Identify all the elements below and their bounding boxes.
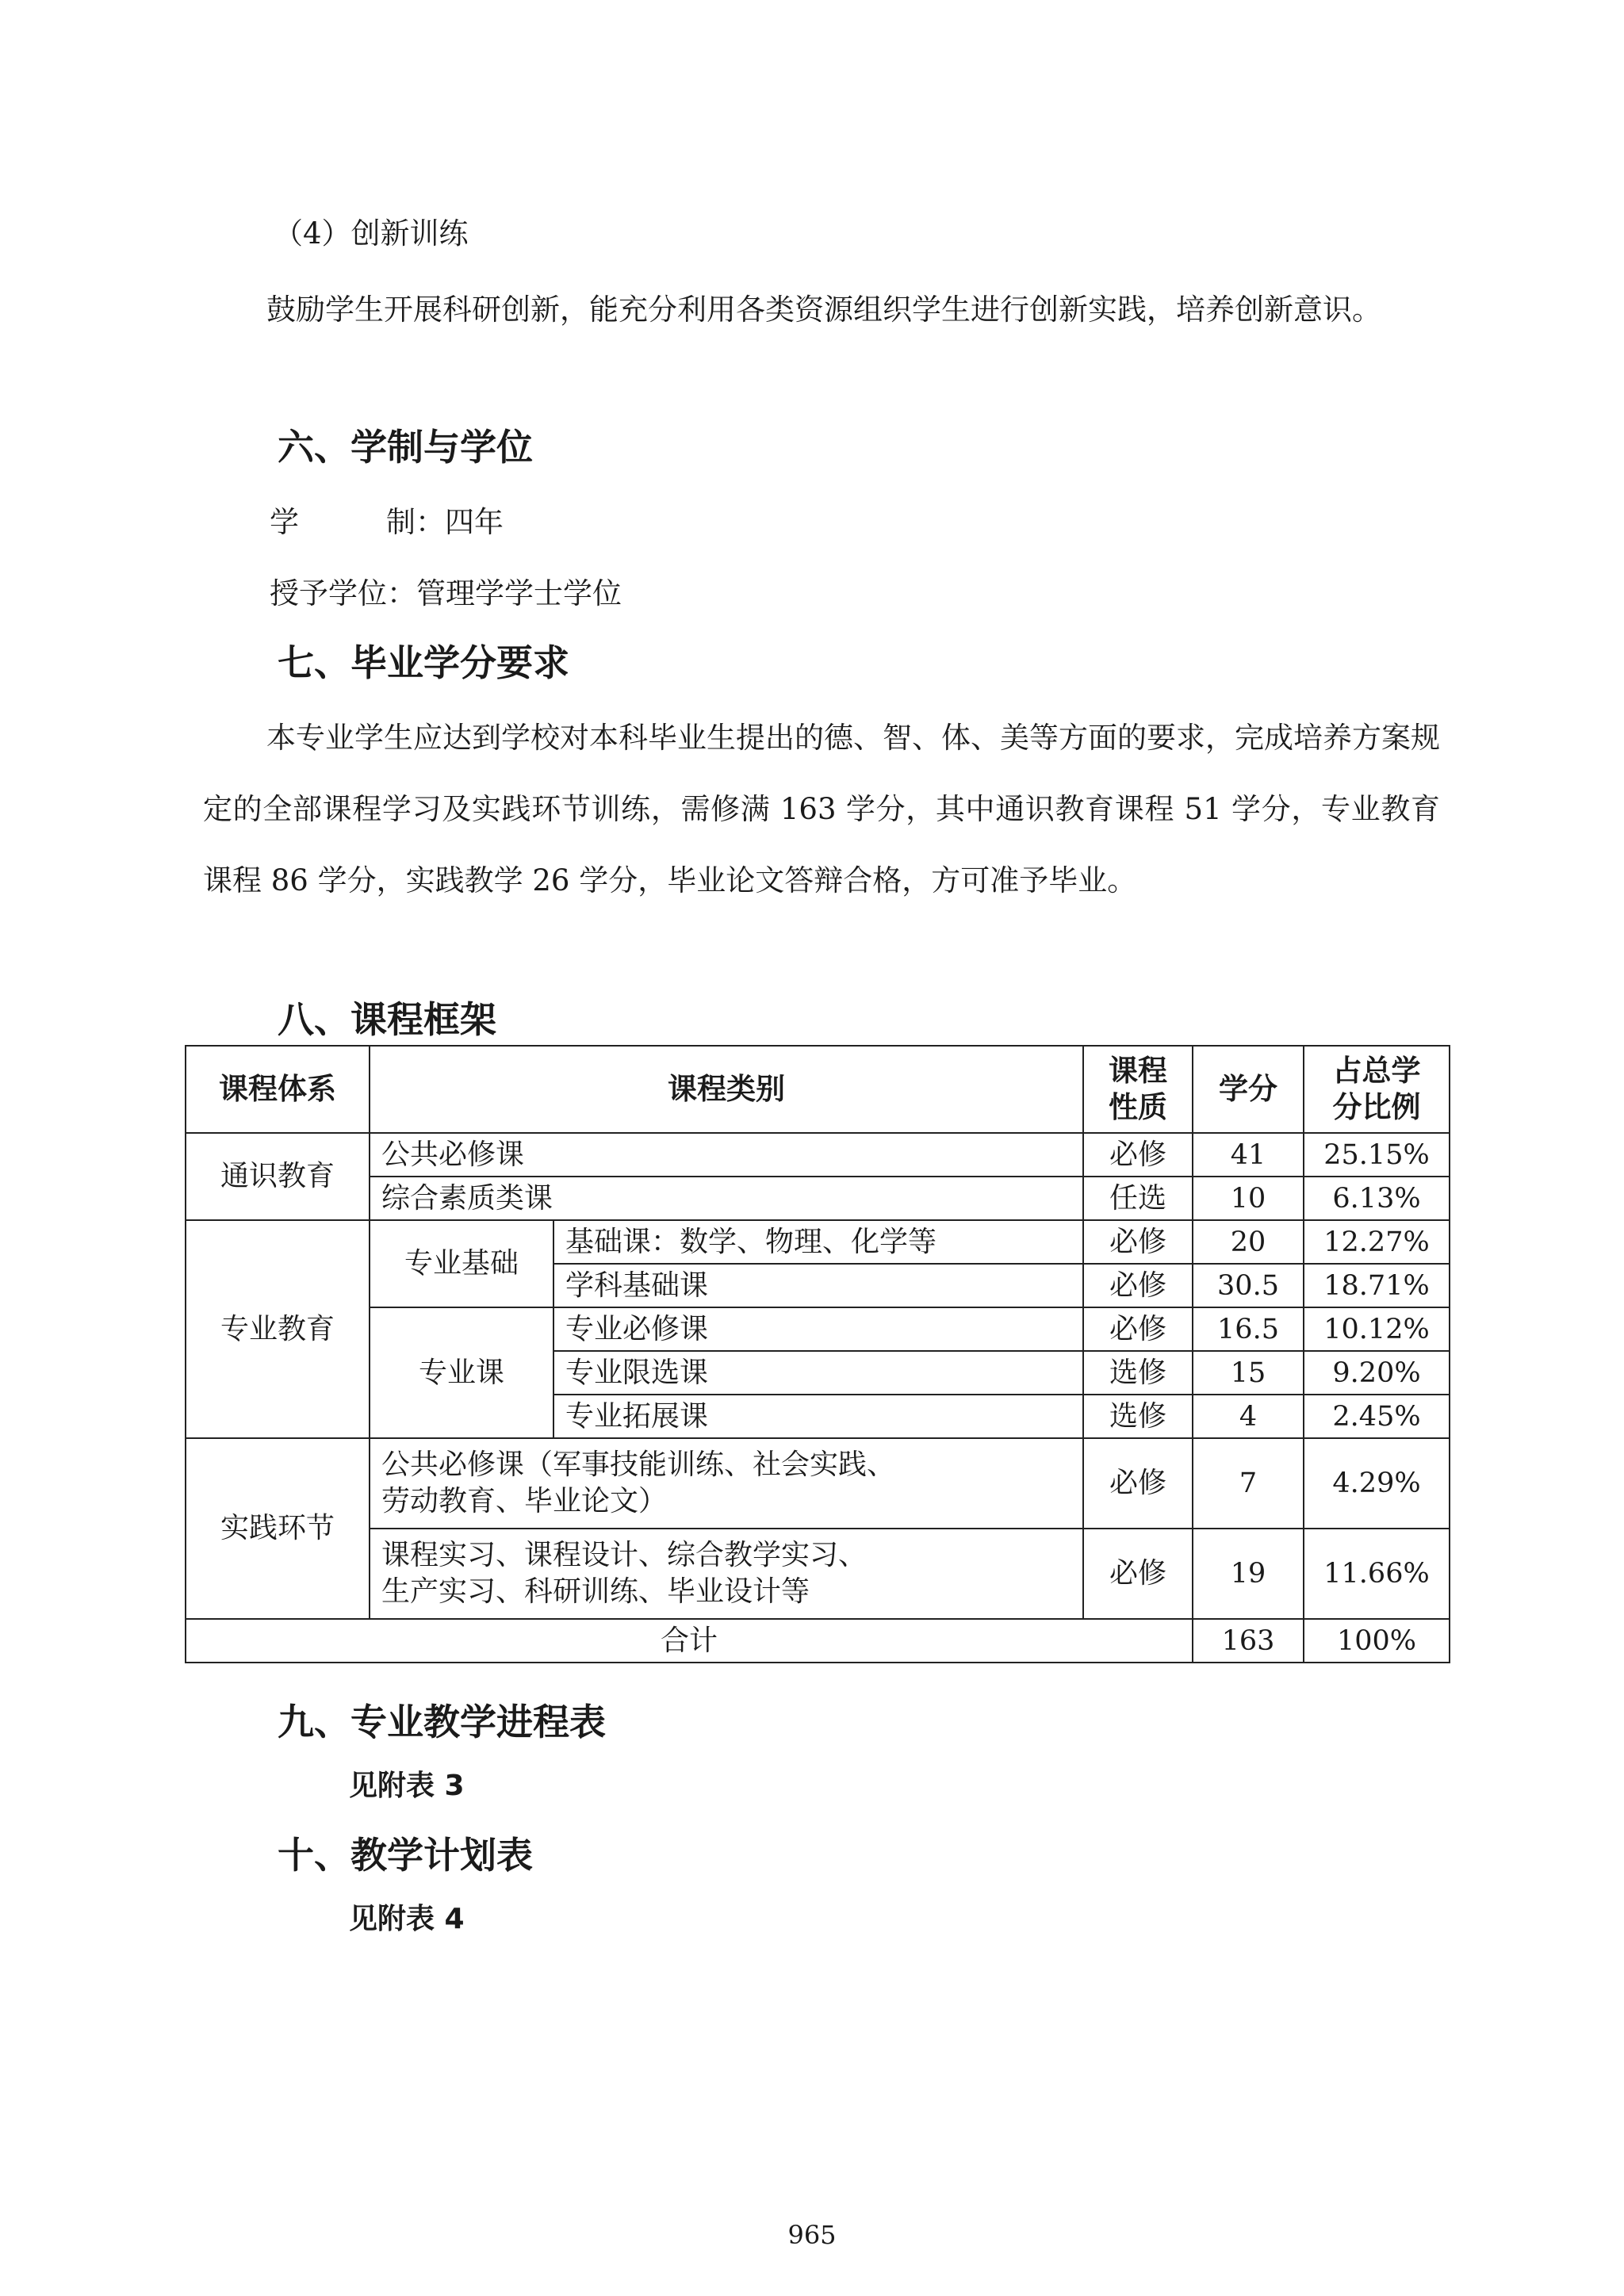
table-total-row	[186, 1619, 1450, 1663]
credits-cell: 20	[1193, 1220, 1304, 1264]
category-cell: 综合素质类课	[370, 1177, 1083, 1220]
nature-cell: 必修	[1083, 1529, 1193, 1619]
system-professional: 专业教育	[186, 1220, 370, 1438]
category-cell: 专业限选课	[553, 1351, 1083, 1395]
total-ratio: 100%	[1304, 1619, 1450, 1663]
duration-label-a: 学	[270, 505, 299, 539]
header-ratio: 占总学分比例	[1304, 1046, 1450, 1133]
system-practice: 实践环节	[186, 1438, 370, 1619]
section6-heading: 六、学制与学位	[278, 426, 533, 469]
credits-cell: 41	[1193, 1133, 1304, 1177]
category-line: 课程实习、课程设计、综合教学实习、	[381, 1539, 868, 1571]
duration-label-b: 制：四年	[386, 505, 504, 539]
page-number: 965	[787, 2220, 837, 2250]
ratio-cell: 6.13%	[1304, 1177, 1450, 1220]
category-cell: 基础课：数学、物理、化学等	[553, 1220, 1083, 1264]
duration-line	[270, 503, 504, 542]
table-row	[186, 1438, 1450, 1529]
header-system: 课程体系	[186, 1046, 370, 1133]
section10-reference: 见附表 4	[349, 1903, 465, 1935]
ratio-cell: 12.27%	[1304, 1220, 1450, 1264]
group-basic: 专业基础	[370, 1220, 553, 1307]
credits-cell: 4	[1193, 1395, 1304, 1438]
total-credits: 163	[1193, 1619, 1304, 1663]
category-line: 公共必修课（军事技能训练、社会实践、	[381, 1448, 896, 1481]
ratio-cell: 4.29%	[1304, 1438, 1450, 1529]
category-cell	[370, 1529, 1083, 1619]
ratio-cell: 2.45%	[1304, 1395, 1450, 1438]
category-cell: 专业拓展课	[553, 1395, 1083, 1438]
nature-cell: 任选	[1083, 1177, 1193, 1220]
table-header-row	[186, 1046, 1450, 1133]
innovation-paragraph: 鼓励学生开展科研创新，能充分利用各类资源组织学生进行创新实践，培养创新意识。	[266, 293, 1381, 327]
innovation-subtitle: （4）创新训练	[274, 216, 469, 251]
nature-cell: 选修	[1083, 1351, 1193, 1395]
nature-cell: 必修	[1083, 1133, 1193, 1177]
section7-heading: 七、毕业学分要求	[278, 641, 569, 684]
header-credits: 学分	[1193, 1046, 1304, 1133]
section9-heading: 九、专业教学进程表	[278, 1701, 606, 1743]
table-row	[186, 1529, 1450, 1619]
table-row	[186, 1307, 1450, 1351]
table-row	[186, 1177, 1450, 1220]
credits-cell: 7	[1193, 1438, 1304, 1529]
table-row	[186, 1220, 1450, 1264]
degree-line: 授予学位：管理学学士学位	[270, 576, 622, 610]
section9-reference: 见附表 3	[349, 1770, 465, 1802]
ratio-cell: 10.12%	[1304, 1307, 1450, 1351]
group-course: 专业课	[370, 1307, 553, 1438]
nature-cell: 必修	[1083, 1438, 1193, 1529]
category-line: 生产实习、科研训练、毕业设计等	[381, 1575, 810, 1608]
category-cell: 学科基础课	[553, 1264, 1083, 1307]
section7-paragraph: 本专业学生应达到学校对本科毕业生提出的德、智、体、美等方面的要求，完成培养方案规定的全部课程学习及实践环节训练，需修满 163 学分，其中通识教育课程 51 学分，专业教育课程 86 学分，实践教学 26 学分，毕业论文答辩合格，方可准予毕业。	[203, 721, 1440, 897]
credits-cell: 15	[1193, 1351, 1304, 1395]
section10-heading: 十、教学计划表	[278, 1834, 533, 1877]
category-cell: 专业必修课	[553, 1307, 1083, 1351]
ratio-cell: 25.15%	[1304, 1133, 1450, 1177]
credits-cell: 10	[1193, 1177, 1304, 1220]
section8-heading: 八、课程框架	[278, 998, 496, 1041]
nature-cell: 必修	[1083, 1307, 1193, 1351]
credits-cell: 30.5	[1193, 1264, 1304, 1307]
nature-cell: 必修	[1083, 1220, 1193, 1264]
total-label: 合计	[186, 1619, 1193, 1663]
ratio-cell: 18.71%	[1304, 1264, 1450, 1307]
nature-cell: 选修	[1083, 1395, 1193, 1438]
system-general: 通识教育	[186, 1133, 370, 1220]
category-line: 劳动教育、毕业论文）	[381, 1485, 668, 1517]
course-framework-table	[185, 1045, 1450, 1663]
category-cell: 公共必修课	[370, 1133, 1083, 1177]
category-cell	[370, 1438, 1083, 1529]
ratio-cell: 9.20%	[1304, 1351, 1450, 1395]
ratio-cell: 11.66%	[1304, 1529, 1450, 1619]
table-row	[186, 1133, 1450, 1177]
credits-cell: 19	[1193, 1529, 1304, 1619]
header-nature: 课程性质	[1083, 1046, 1193, 1133]
nature-cell: 必修	[1083, 1264, 1193, 1307]
header-category: 课程类别	[370, 1046, 1083, 1133]
credits-cell: 16.5	[1193, 1307, 1304, 1351]
